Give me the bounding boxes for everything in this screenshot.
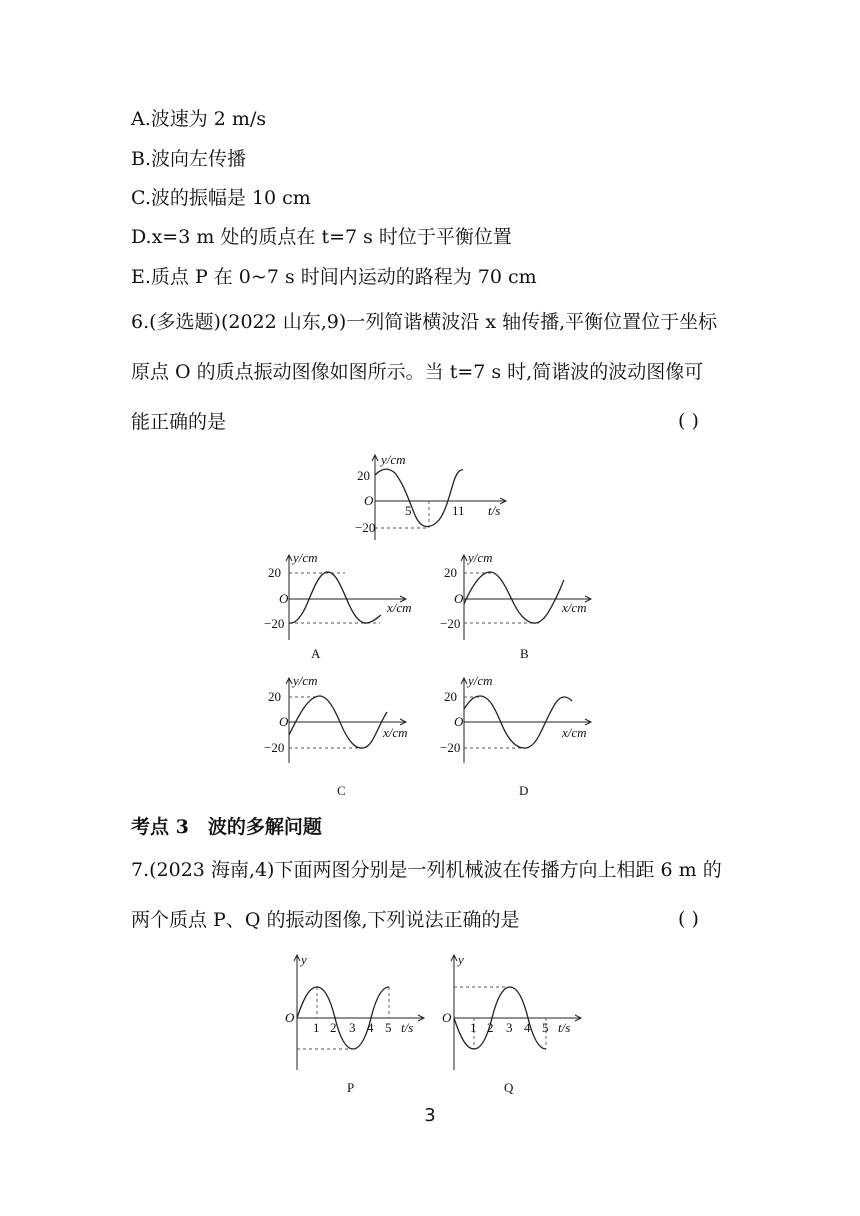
section-heading: 考点 3 波的多解问题 — [131, 816, 322, 838]
wave-b-origin: O — [454, 591, 464, 606]
q-xtick-2: 2 — [487, 1020, 494, 1035]
q7-answer-paren: ( ) — [678, 908, 699, 930]
wave-d-ytick-neg20: −20 — [440, 740, 461, 755]
wave-b-ytick-neg20: −20 — [440, 616, 461, 631]
wave-a-y-label: y/cm — [293, 550, 318, 565]
q-xtick-5: 5 — [542, 1020, 549, 1035]
p-x-label: t/s — [401, 1020, 414, 1035]
wave-d-ytick-20: 20 — [444, 689, 457, 704]
wave-a-origin: O — [279, 591, 289, 606]
p-xtick-3: 3 — [349, 1020, 356, 1035]
q7-graph-p — [283, 952, 433, 1097]
p-xtick-4: 4 — [367, 1020, 374, 1035]
q6-wave-graph-a — [255, 552, 415, 662]
option-b: B.波向左传播 — [131, 148, 247, 170]
q7-line1: 7.(2023 海南,4)下面两图分别是一列机械波在传播方向上相距 6 m 的 — [131, 859, 722, 881]
q-x-label: t/s — [558, 1020, 571, 1035]
wave-c-y-label: y/cm — [293, 673, 318, 688]
wave-b-x-label: x/cm — [562, 600, 587, 615]
option-d: D.x=3 m 处的质点在 t=7 s 时位于平衡位置 — [131, 226, 512, 248]
wave-b-caption: B — [520, 646, 529, 661]
q6-vib-ytick-neg20: −20 — [355, 520, 376, 535]
q-xtick-3: 3 — [506, 1020, 513, 1035]
q-xtick-1: 1 — [470, 1020, 477, 1035]
q6-wave-graph-c — [255, 675, 415, 800]
p-origin: O — [285, 1010, 295, 1025]
q7-graph-q — [440, 952, 590, 1097]
wave-c-origin: O — [279, 714, 289, 729]
wave-d-x-label: x/cm — [562, 725, 587, 740]
q6-vib-origin: O — [364, 493, 374, 508]
option-a: A.波速为 2 m/s — [131, 108, 267, 130]
wave-d-y-label: y/cm — [468, 673, 493, 688]
q-xtick-4: 4 — [524, 1020, 531, 1035]
q7-line2: 两个质点 P、Q 的振动图像,下列说法正确的是 — [131, 909, 520, 931]
q-y-label: y — [458, 952, 464, 967]
q6-vib-ytick-20: 20 — [357, 468, 370, 483]
q6-vib-xtick-5: 5 — [405, 503, 412, 518]
option-e: E.质点 P 在 0~7 s 时间内运动的路程为 70 cm — [131, 266, 537, 288]
p-y-label: y — [301, 952, 307, 967]
wave-b-y-label: y/cm — [468, 550, 493, 565]
q6-line3: 能正确的是 — [131, 411, 227, 433]
q6-vib-xtick-11: 11 — [452, 503, 465, 518]
wave-c-ytick-20: 20 — [268, 689, 281, 704]
p-xtick-5: 5 — [385, 1020, 392, 1035]
wave-a-ytick-20: 20 — [268, 565, 281, 580]
q-origin: O — [442, 1010, 452, 1025]
wave-c-caption: C — [337, 783, 346, 798]
q-caption: Q — [504, 1080, 514, 1095]
p-caption: P — [347, 1080, 355, 1095]
page-number: 3 — [424, 1105, 436, 1126]
wave-d-origin: O — [454, 714, 464, 729]
wave-a-x-label: x/cm — [387, 600, 412, 615]
q6-wave-graph-d — [440, 675, 600, 800]
wave-c-ytick-neg20: −20 — [264, 740, 285, 755]
q6-answer-paren: ( ) — [678, 410, 699, 432]
p-xtick-1: 1 — [313, 1020, 320, 1035]
wave-d-caption: D — [519, 783, 529, 798]
p-xtick-2: 2 — [330, 1020, 337, 1035]
q6-line1: 6.(多选题)(2022 山东,9)一列简谐横波沿 x 轴传播,平衡位置位于坐标 — [131, 311, 718, 333]
option-c: C.波的振幅是 10 cm — [131, 187, 311, 209]
q6-wave-graph-b — [440, 552, 600, 662]
wave-a-ytick-neg20: −20 — [264, 616, 285, 631]
q6-line2: 原点 O 的质点振动图像如图所示。当 t=7 s 时,简谐波的波动图像可 — [131, 361, 704, 383]
q6-vib-x-label: t/s — [488, 503, 501, 518]
wave-a-caption: A — [311, 646, 321, 661]
q6-vib-y-label: y/cm — [381, 452, 406, 467]
wave-b-ytick-20: 20 — [444, 565, 457, 580]
wave-c-x-label: x/cm — [383, 725, 408, 740]
q6-vibration-graph — [355, 452, 515, 542]
